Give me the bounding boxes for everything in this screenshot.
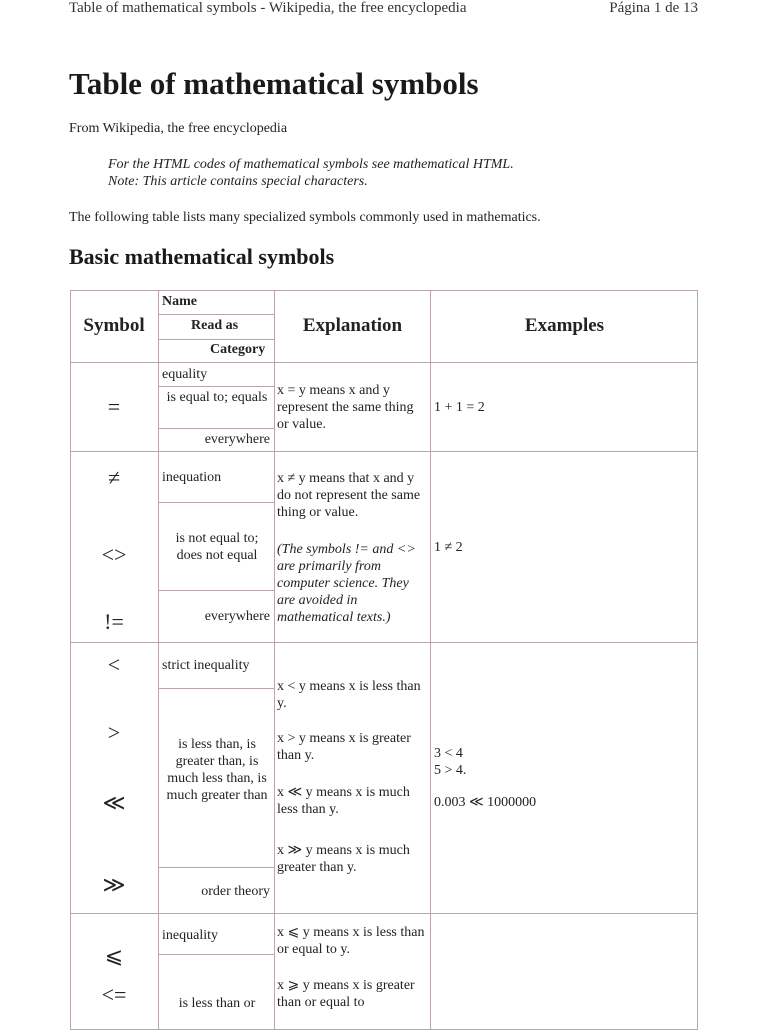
header-symbol: Symbol bbox=[83, 315, 145, 336]
header-name: Name bbox=[162, 294, 197, 309]
header-explanation: Explanation bbox=[302, 315, 403, 336]
site-subtitle: From Wikipedia, the free encyclopedia bbox=[69, 121, 288, 136]
explanation-note: (The symbols != and <> are primarily from computer science. They are avoided in mathematical texts.) bbox=[277, 542, 416, 625]
category-cell: order theory bbox=[201, 884, 270, 899]
name-cell: strict inequality bbox=[162, 658, 250, 673]
read-as-cell: is less than, is greater than, is much less than, is much greater than bbox=[166, 737, 268, 803]
header-examples: Examples bbox=[524, 315, 605, 336]
col-divider bbox=[274, 290, 275, 1030]
symbol-not-equal: ≠ bbox=[107, 465, 121, 490]
explanation-cell: x ≫ y means x is much greater than y. bbox=[277, 843, 410, 875]
symbol-less-than: < bbox=[107, 652, 121, 677]
name-cell: inequation bbox=[162, 470, 222, 485]
symbol-equals: = bbox=[107, 394, 121, 419]
col-divider bbox=[430, 290, 431, 1030]
intro-paragraph: The following table lists many specialized symbols commonly used in mathematics. bbox=[69, 210, 541, 225]
name-cell: equality bbox=[162, 367, 208, 382]
read-as-cell: is equal to; equals bbox=[166, 390, 268, 405]
symbol-angle-not-equal: <> bbox=[101, 542, 127, 567]
explanation-cell: x < y means x is less than y. bbox=[277, 679, 421, 711]
symbols-table bbox=[70, 290, 698, 1024]
example-cell: 3 < 4 bbox=[434, 746, 463, 761]
explanation-cell: x ≪ y means x is much less than y. bbox=[277, 785, 410, 817]
symbol-less-equal-ascii: <= bbox=[101, 982, 127, 1007]
example-cell: 1 + 1 = 2 bbox=[434, 400, 485, 415]
example-cell: 0.003 ≪ 1000000 bbox=[434, 795, 537, 810]
example-cell: 1 ≠ 2 bbox=[434, 540, 463, 555]
section-heading: Basic mathematical symbols bbox=[69, 244, 335, 269]
symbol-greater-than: > bbox=[107, 720, 121, 745]
symbol-less-equal: ⩽ bbox=[104, 943, 124, 968]
read-as-cell: is less than or bbox=[178, 996, 256, 1011]
col-divider bbox=[158, 290, 159, 1030]
explanation-cell: x ⩽ y means x is less than or equal to y. bbox=[277, 925, 425, 957]
explanation-cell: x ⩾ y means x is greater than or equal to bbox=[277, 978, 415, 1010]
hatnote-special: Note: This article contains special characters. bbox=[108, 174, 368, 189]
row-divider bbox=[70, 451, 698, 452]
print-page-number: Página 1 de 13 bbox=[609, 0, 698, 16]
read-as-cell: is not equal to; does not equal bbox=[175, 531, 259, 563]
row-divider bbox=[70, 362, 698, 363]
category-cell: everywhere bbox=[204, 432, 270, 447]
hatnote bbox=[108, 156, 514, 190]
header-read-as: Read as bbox=[191, 318, 239, 333]
symbol-much-less-than: ≪ bbox=[102, 790, 126, 815]
example-cell: 5 > 4. bbox=[434, 763, 467, 778]
name-cell: inequality bbox=[162, 928, 218, 943]
hatnote-html: For the HTML codes of mathematical symbols see mathematical HTML. bbox=[108, 157, 514, 172]
row-divider bbox=[70, 913, 698, 914]
symbol-much-greater-than: ≫ bbox=[102, 872, 126, 897]
header-category: Category bbox=[210, 342, 266, 357]
explanation-cell: x = y means x and y represent the same thing or value. bbox=[277, 383, 414, 432]
row-divider bbox=[70, 642, 698, 643]
explanation-cell: x > y means x is greater than y. bbox=[277, 731, 411, 763]
print-header-title: Table of mathematical symbols - Wikipedia, the free encyclopedia bbox=[69, 0, 467, 16]
page-title: Table of mathematical symbols bbox=[69, 66, 479, 101]
category-cell: everywhere bbox=[204, 609, 270, 624]
explanation-cell: x ≠ y means that x and y do not represent the same thing or value. bbox=[277, 471, 421, 520]
symbol-bang-not-equal: != bbox=[104, 609, 124, 634]
